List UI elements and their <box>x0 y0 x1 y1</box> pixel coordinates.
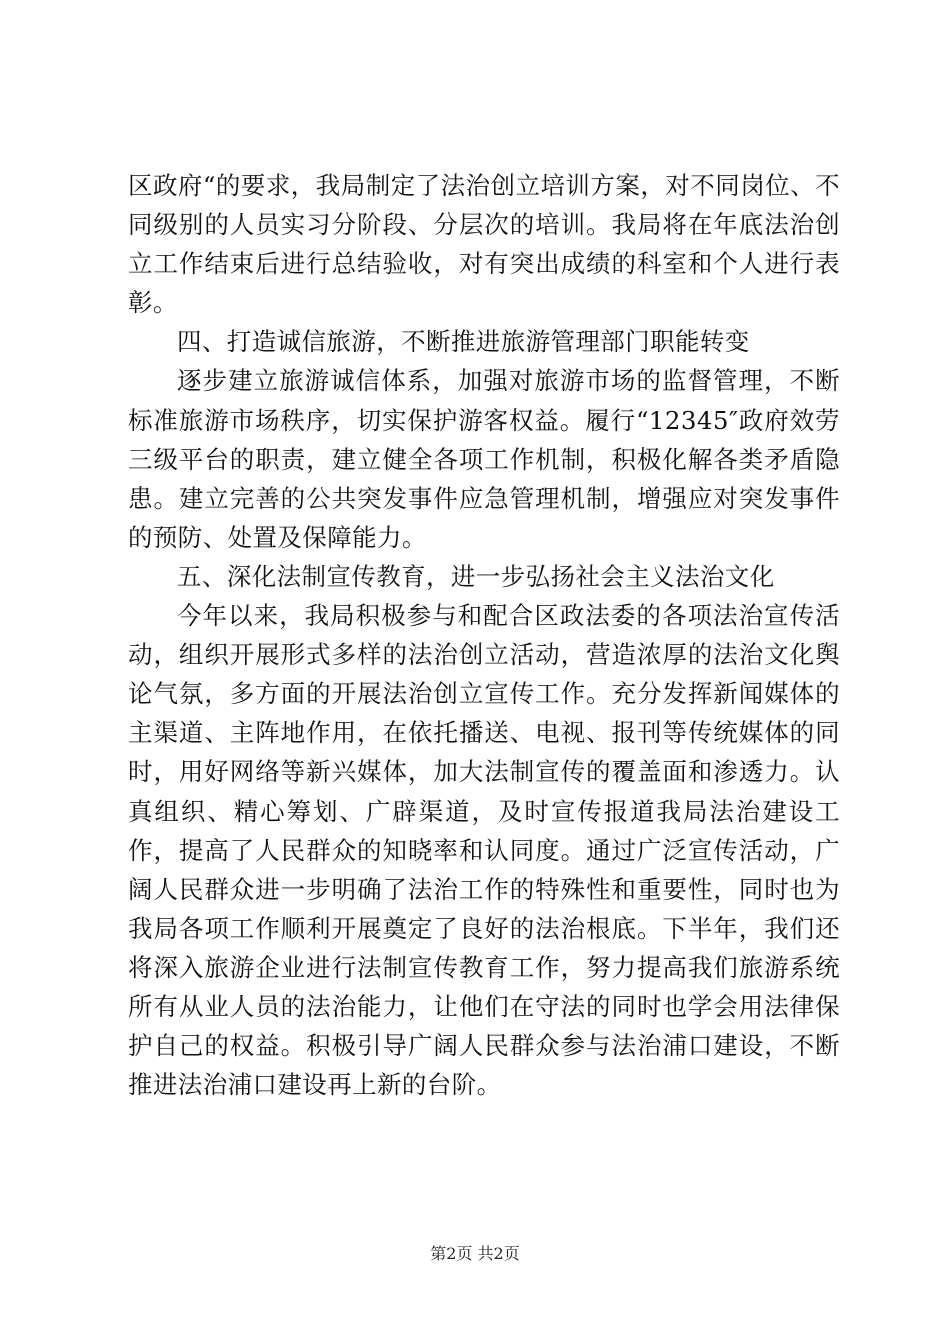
document-body <box>128 166 840 1104</box>
page-number-footer: 第2页 共2页 <box>430 1244 520 1263</box>
paragraph-tourism-integrity: 逐步建立旅游诚信体系，加强对旅游市场的监督管理，不断标准旅游市场秩序，切实保护游客权益。履行“12345″政府效劳三级平台的职责，建立健全各项工作机制，积极化解各类矛盾隐患。建立完善的公共突发事件应急管理机制，增强应对突发事件的预防、处置及保障能力。 <box>128 366 840 552</box>
paragraph-legal-publicity: 今年以来，我局积极参与和配合区政法委的各项法治宣传活动，组织开展形式多样的法治创立活动，营造浓厚的法治文化舆论气氛，多方面的开展法治创立宣传工作。充分发挥新闻媒体的主渠道、主阵地作用，在依托播送、电视、报刊等传统媒体的同时，用好网络等新兴媒体，加大法制宣传的覆盖面和渗透力。认真组织、精心筹划、广辟渠道，及时宣传报道我局法治建设工作，提高了人民群众的知晓率和认同度。通过广泛宣传活动，广阔人民群众进一步明确了法治工作的特殊性和重要性，同时也为我局各项工作顺利开展奠定了良好的法治根底。下半年，我们还将深入旅游企业进行法制宣传教育工作，努力提高我们旅游系统所有从业人员的法治能力，让他们在守法的同时也学会用法律保护自己的权益。积极引导广阔人民群众参与法治浦口建设，不断推进法治浦口建设再上新的台阶。 <box>128 601 840 1100</box>
section-heading-four: 四、打造诚信旅游，不断推进旅游管理部门职能转变 <box>177 327 750 357</box>
paragraph-continuation: 区政府“的要求，我局制定了法治创立培训方案，对不同岗位、不同级别的人员实习分阶段、分层次的培训。我局将在年底法治创立工作结束后进行总结验收，对有突出成绩的科室和个人进行表彰。 <box>128 171 840 318</box>
section-heading-five: 五、深化法制宣传教育，进一步弘扬社会主义法治文化 <box>177 561 775 591</box>
